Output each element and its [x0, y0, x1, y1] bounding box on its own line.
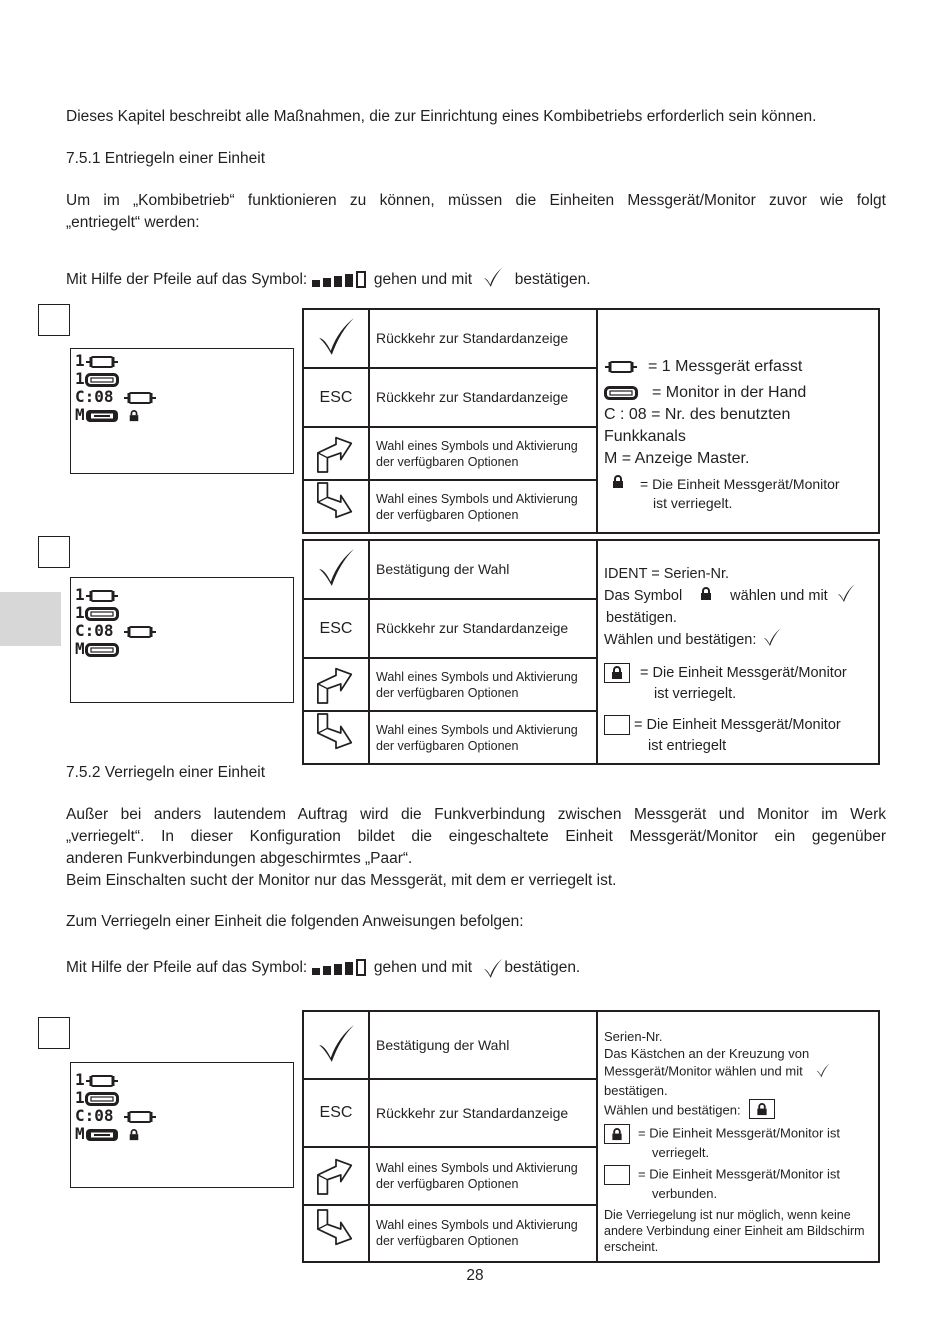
esc-symbol-cell: ESC	[303, 1079, 369, 1147]
section2-para-line: „verriegelt“. In dieser Konfiguration bildet die eingeschaltete Einheit Messgerät/Monitor ein gegenüber	[66, 828, 886, 845]
lcd-row-sensor: 1	[75, 352, 157, 370]
lcd-row-monitor: 1	[75, 370, 157, 388]
instr-pre-text: Mit Hilfe der Pfeile auf das Symbol:	[66, 271, 308, 289]
page-number: 28	[466, 1267, 484, 1284]
key-label-cell: Wahl eines Symbols und Aktivierung der verfügbaren Optionen	[369, 658, 597, 711]
figure-marker-box	[38, 304, 70, 336]
info-line: M = Anzeige Master.	[604, 450, 750, 467]
section2-para-line: anderen Funkverbindungen abgeschirmtes „Paar“.	[66, 850, 413, 867]
lcd-row-master: M	[75, 406, 157, 424]
key-label-cell: Wahl eines Symbols und Aktivierung der verfügbaren Optionen	[369, 1205, 597, 1262]
lcd-row-monitor: 1	[75, 604, 157, 622]
info-line: = Die Einheit Messgerät/Monitor ist verriegelt.	[604, 663, 872, 703]
esc-symbol-cell: ESC	[303, 368, 369, 427]
key-symbol-cell	[303, 711, 369, 764]
battery-icon	[312, 959, 370, 977]
key-symbol-cell	[303, 1011, 369, 1079]
unlocked-box-icon	[604, 715, 630, 735]
info-line: = Die Einheit Messgerät/Monitor ist verriegelt.	[604, 475, 872, 513]
arrow-up-icon	[315, 659, 357, 705]
instr-post-text: bestätigen.	[514, 271, 591, 289]
lcd-row-channel: C:08	[75, 388, 157, 406]
check-icon	[482, 957, 504, 979]
lock-icon	[128, 1129, 140, 1141]
monitor-icon	[604, 386, 638, 400]
key-label-cell: Wahl eines Symbols und Aktivierung der verfügbaren Optionen	[369, 711, 597, 764]
sensor-icon	[85, 1074, 119, 1088]
info-line: Wählen und bestätigen:	[604, 627, 872, 653]
section1-para-line2: „entriegelt“ werden:	[66, 214, 200, 231]
arrow-down-icon	[315, 1208, 357, 1254]
info-line: Wählen und bestätigen:	[604, 1099, 872, 1123]
section1-instruction	[66, 266, 886, 294]
info-line: C : 08 = Nr. des benutzten	[604, 406, 791, 423]
monitor-master-icon	[85, 409, 119, 423]
arrow-down-icon	[315, 481, 357, 527]
lcd-row-channel: C:08	[75, 1107, 157, 1125]
monitor-icon	[85, 373, 119, 387]
sensor-icon	[604, 360, 638, 374]
key-symbol-cell	[303, 1147, 369, 1204]
key-label-cell: Wahl eines Symbols und Aktivierung der verfügbaren Optionen	[369, 427, 597, 480]
lcd-display	[70, 577, 294, 703]
sensor-icon	[123, 1110, 157, 1124]
monitor-icon	[85, 607, 119, 621]
arrow-up-icon	[315, 428, 357, 474]
key-symbol-cell	[303, 1205, 369, 1262]
key-label-cell: Rückkehr zur Standardanzeige	[369, 1079, 597, 1147]
monitor-icon	[85, 643, 119, 657]
lcd-row-master: M	[75, 1125, 157, 1143]
key-label-cell: Rückkehr zur Standardanzeige	[369, 368, 597, 427]
info-line: = Die Einheit Messgerät/Monitor ist entriegelt	[604, 715, 872, 755]
key-label-cell: Bestätigung der Wahl	[369, 1011, 597, 1079]
locked-box-icon	[749, 1099, 775, 1119]
sensor-icon	[85, 355, 119, 369]
info-cell	[597, 1011, 879, 1262]
section2-heading: 7.5.2 Verriegeln einer Einheit	[66, 764, 266, 781]
info-line: = Die Einheit Messgerät/Monitor ist verriegelt.	[604, 1124, 872, 1161]
info-line: bestätigen.	[606, 610, 677, 626]
instr-mid-text: gehen und mit	[373, 959, 473, 977]
monitor-master-icon	[85, 1128, 119, 1142]
lcd-row-master: M	[75, 640, 157, 658]
section2-para-line: Beim Einschalten sucht der Monitor nur das Messgerät, mit dem er verriegelt ist.	[66, 872, 617, 889]
lcd-row-monitor: 1	[75, 1089, 157, 1107]
locked-box-icon	[604, 663, 630, 683]
lock-icon	[610, 475, 626, 489]
section1-para-line1: Um im „Kombibetrieb“ funktionieren zu können, müssen die Einheiten Messgerät/Monitor zuvor wie folgt	[66, 192, 886, 209]
instr-mid-text: gehen und mit	[373, 271, 473, 289]
info-line: Das Kästchen an der Kreuzung von	[604, 1046, 810, 1061]
figure-marker-box	[38, 1017, 70, 1049]
sensor-icon	[85, 589, 119, 603]
key-table-3	[302, 1010, 880, 1263]
check-icon	[315, 546, 357, 588]
instr-pre-text: Mit Hilfe der Pfeile auf das Symbol:	[66, 959, 308, 977]
info-line: Messgerät/Monitor wählen und mit	[604, 1062, 872, 1082]
lcd-row-channel: C:08	[75, 622, 157, 640]
monitor-icon	[85, 1092, 119, 1106]
chapter-tab	[0, 592, 61, 646]
check-icon	[315, 1022, 357, 1064]
sensor-icon	[123, 625, 157, 639]
key-symbol-cell	[303, 540, 369, 599]
check-icon	[315, 315, 357, 357]
key-symbol-cell	[303, 480, 369, 533]
arrow-down-icon	[315, 712, 357, 758]
locked-box-icon	[604, 1124, 630, 1144]
arrow-up-icon	[315, 1150, 357, 1196]
info-line: Serien-Nr.	[604, 1029, 663, 1044]
instr-post-text: bestätigen.	[504, 959, 581, 977]
key-label-cell: Wahl eines Symbols und Aktivierung der verfügbaren Optionen	[369, 480, 597, 533]
check-icon	[815, 1062, 831, 1078]
figure-marker-box	[38, 536, 70, 568]
battery-icon	[312, 271, 370, 289]
key-label-cell: Bestätigung der Wahl	[369, 540, 597, 599]
section2-para-line: Außer bei anders lautendem Auftrag wird die Funkverbindung zwischen Messgerät und Monitor im Werk	[66, 806, 886, 823]
key-symbol-cell	[303, 658, 369, 711]
key-label-cell: Rückkehr zur Standardanzeige	[369, 599, 597, 658]
info-line: Funkkanals	[604, 428, 686, 445]
key-symbol-cell	[303, 427, 369, 480]
info-line: = Die Einheit Messgerät/Monitor ist verbunden.	[604, 1165, 872, 1202]
lock-icon	[128, 410, 140, 422]
info-cell	[597, 309, 879, 533]
section1-paragraph	[66, 190, 886, 234]
info-line: = 1 Messgerät erfasst	[604, 356, 872, 378]
check-icon	[836, 583, 856, 603]
info-line: bestätigen.	[604, 1083, 668, 1098]
info-line: Das Symbol wählen und mit	[604, 583, 872, 609]
section2-paragraph	[66, 804, 886, 892]
lcd-row-sensor: 1	[75, 586, 157, 604]
check-icon	[762, 627, 782, 647]
check-icon	[482, 266, 504, 288]
info-line: = Monitor in der Hand	[604, 382, 872, 404]
key-table-2	[302, 539, 880, 765]
key-symbol-cell	[303, 309, 369, 368]
lock-icon	[698, 587, 714, 601]
esc-symbol-cell: ESC	[303, 599, 369, 658]
key-table-1	[302, 308, 880, 534]
lcd-row-sensor: 1	[75, 1071, 157, 1089]
section2-instruction-intro: Zum Verriegeln einer Einheit die folgenden Anweisungen befolgen:	[66, 913, 524, 930]
empty-box-icon	[604, 1165, 630, 1185]
key-label-cell: Wahl eines Symbols und Aktivierung der verfügbaren Optionen	[369, 1147, 597, 1204]
lcd-display	[70, 1062, 294, 1188]
section2-instruction	[66, 957, 886, 979]
section1-heading: 7.5.1 Entriegeln einer Einheit	[66, 150, 266, 167]
info-note: Die Verriegelung ist nur möglich, wenn keine andere Verbindung einer Einheit am Bildschirm erscheint.	[604, 1208, 865, 1254]
sensor-icon	[123, 391, 157, 405]
intro-text: Dieses Kapitel beschreibt alle Maßnahmen, die zur Einrichtung eines Kombibetriebs erforderlich sein können.	[66, 108, 817, 125]
info-cell	[597, 540, 879, 764]
lcd-display	[70, 348, 294, 474]
info-line: IDENT = Serien-Nr.	[604, 566, 730, 582]
key-label-cell: Rückkehr zur Standardanzeige	[369, 309, 597, 368]
